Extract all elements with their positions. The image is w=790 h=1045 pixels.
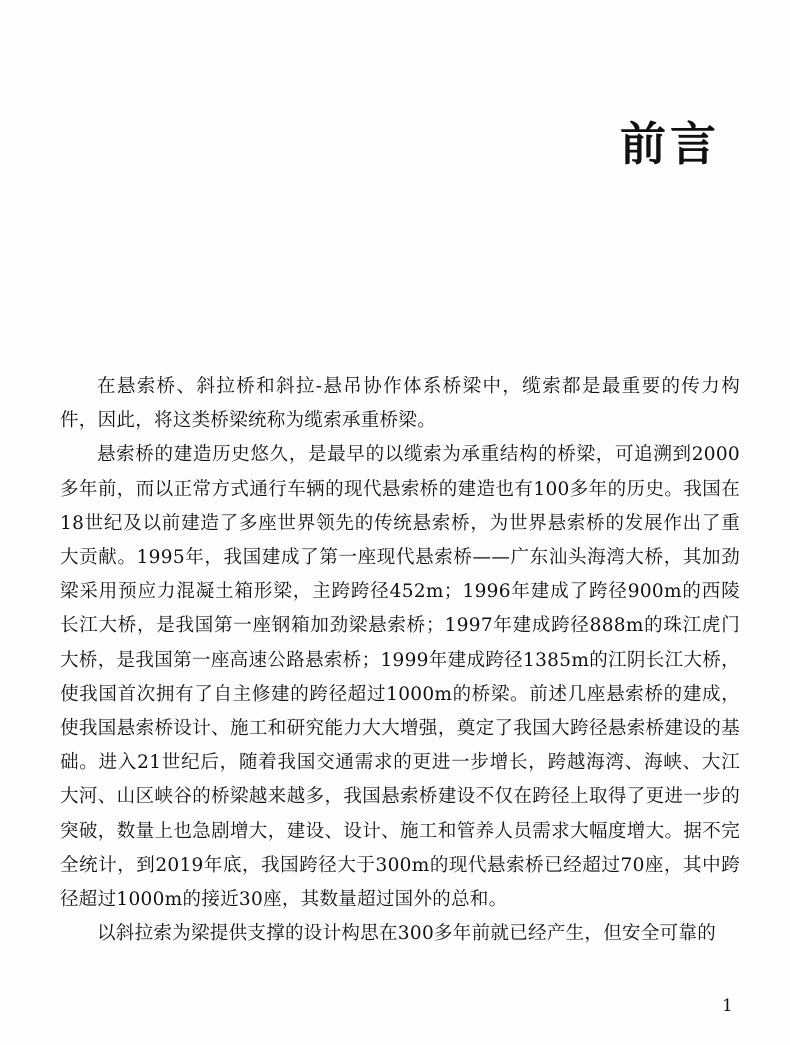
page-title: 前言 — [620, 117, 720, 171]
page-number: 1 — [722, 996, 733, 1016]
body-text — [60, 370, 740, 951]
paragraph-1: 在悬索桥、斜拉桥和斜拉-悬吊协作体系桥梁中，缆索都是最重要的传力构件，因此，将这类桥梁统称为缆索承重桥梁。 — [60, 376, 740, 432]
paragraph-3: 以斜拉索为梁提供支撑的设计构思在300多年前就已经产生，但安全可靠的 — [97, 923, 717, 945]
paragraph-2: 悬索桥的建造历史悠久，是最早的以缆索为承重结构的桥梁，可追溯到2000多年前，而以正常方式通行车辆的现代悬索桥的建造也有100多年的历史。我国在18世纪及以前建造了多座世界领先的传统悬索桥，为世界悬索桥的发展作出了重大贡献。1995年，我国建成了第一座现代悬索桥——广东汕头海湾大桥，其加劲梁采用预应力混凝土箱形梁，主跨跨径452m；1996年建成了跨径900m的西陵长江大桥，是我国第一座钢箱加劲梁悬索桥；1997年建成跨径888m的珠江虎门大桥，是我国第一座高速公路悬索桥；1999年建成跨径1385m的江阴长江大桥，使我国首次拥有了自主修建的跨径超过1000m的桥梁。前述几座悬索桥的建成，使我国悬索桥设计、施工和研究能力大大增强，奠定了我国大跨径悬索桥建设的基础。进入21世纪后，随着我国交通需求的更进一步增长，跨越海湾、海峡、大江大河、山区峡谷的桥梁越来越多，我国悬索桥建设不仅在跨径上取得了更进一步的突破，数量上也急剧增大，建设、设计、施工和管养人员需求大幅度增大。据不完全统计，到2019年底，我国跨径大于300m的现代悬索桥已经超过70座，其中跨径超过1000m的接近30座，其数量超过国外的总和。 — [60, 444, 740, 911]
